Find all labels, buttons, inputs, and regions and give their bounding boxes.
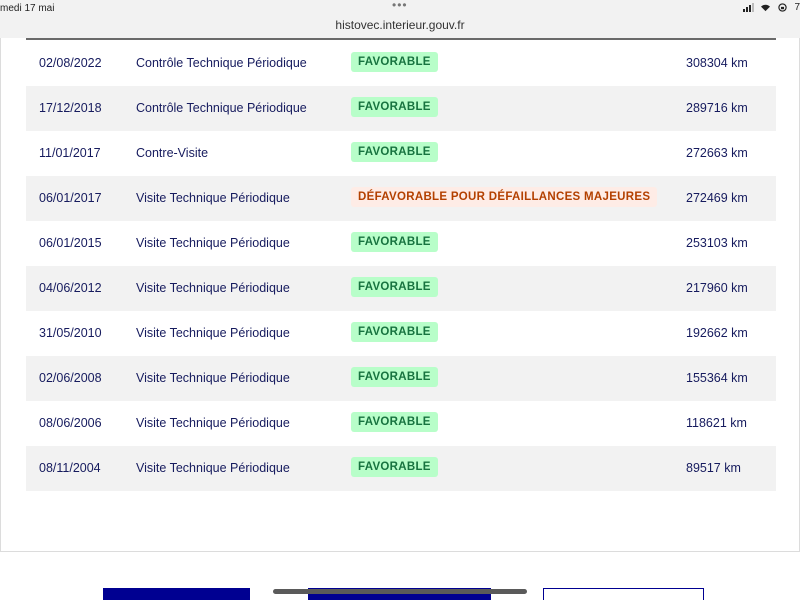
inspection-date: 06/01/2017 [39,191,102,205]
table-top-border [26,38,776,40]
inspection-table [26,41,776,491]
inspection-mileage: 289716 km [686,101,748,115]
status-icons [743,2,800,13]
action-button-3[interactable] [543,588,704,600]
inspection-result-badge: FAVORABLE [351,97,438,117]
inspection-result-badge: FAVORABLE [351,457,438,477]
url-text[interactable]: histovec.interieur.gouv.fr [335,18,465,32]
home-indicator[interactable] [273,589,527,594]
battery-percent: 7 [794,2,800,13]
inspection-result-badge: FAVORABLE [351,52,438,72]
inspection-type: Contrôle Technique Périodique [136,101,307,115]
inspection-mileage: 217960 km [686,281,748,295]
inspection-date: 11/01/2017 [39,146,101,160]
signal-icon [743,3,754,12]
table-row [26,221,776,266]
inspection-type: Visite Technique Périodique [136,371,290,385]
table-row [26,356,776,401]
inspection-history-card [0,38,800,552]
inspection-mileage: 118621 km [686,416,747,430]
action-button-1[interactable] [103,588,250,600]
wifi-icon [760,3,771,12]
inspection-mileage: 308304 km [686,56,748,70]
inspection-date: 08/06/2006 [39,416,102,430]
table-row [26,266,776,311]
inspection-type: Visite Technique Périodique [136,416,290,430]
status-time: medi 17 mai [0,3,55,14]
inspection-result-badge: FAVORABLE [351,277,438,297]
inspection-date: 17/12/2018 [39,101,102,115]
inspection-mileage: 272663 km [686,146,748,160]
inspection-result-badge: FAVORABLE [351,232,438,252]
inspection-result-badge: FAVORABLE [351,412,438,432]
table-row [26,86,776,131]
inspection-type: Visite Technique Périodique [136,191,290,205]
inspection-result-badge: FAVORABLE [351,142,438,162]
inspection-result-badge: FAVORABLE [351,367,438,387]
inspection-mileage: 89517 km [686,461,741,475]
inspection-date: 02/08/2022 [39,56,102,70]
inspection-result-badge: FAVORABLE [351,322,438,342]
inspection-date: 04/06/2012 [39,281,102,295]
inspection-type: Visite Technique Périodique [136,236,290,250]
inspection-date: 31/05/2010 [39,326,102,340]
inspection-result-badge: DÉFAVORABLE POUR DÉFAILLANCES MAJEURES [351,187,657,207]
inspection-type: Visite Technique Périodique [136,326,290,340]
inspection-date: 02/06/2008 [39,371,102,385]
inspection-type: Visite Technique Périodique [136,281,290,295]
table-row [26,176,776,221]
status-bar [0,0,800,18]
inspection-type: Contrôle Technique Périodique [136,56,307,70]
inspection-mileage: 155364 km [686,371,748,385]
table-row [26,41,776,86]
table-row [26,446,776,491]
inspection-mileage: 192662 km [686,326,748,340]
inspection-type: Visite Technique Périodique [136,461,290,475]
inspection-mileage: 253103 km [686,236,748,250]
table-row [26,131,776,176]
more-options-icon[interactable]: ••• [392,0,408,12]
address-bar[interactable] [0,18,800,38]
inspection-date: 08/11/2004 [39,461,101,475]
lock-rotation-icon [777,3,788,12]
table-row [26,311,776,356]
table-row [26,401,776,446]
inspection-mileage: 272469 km [686,191,748,205]
inspection-date: 06/01/2015 [39,236,102,250]
inspection-type: Contre-Visite [136,146,209,160]
